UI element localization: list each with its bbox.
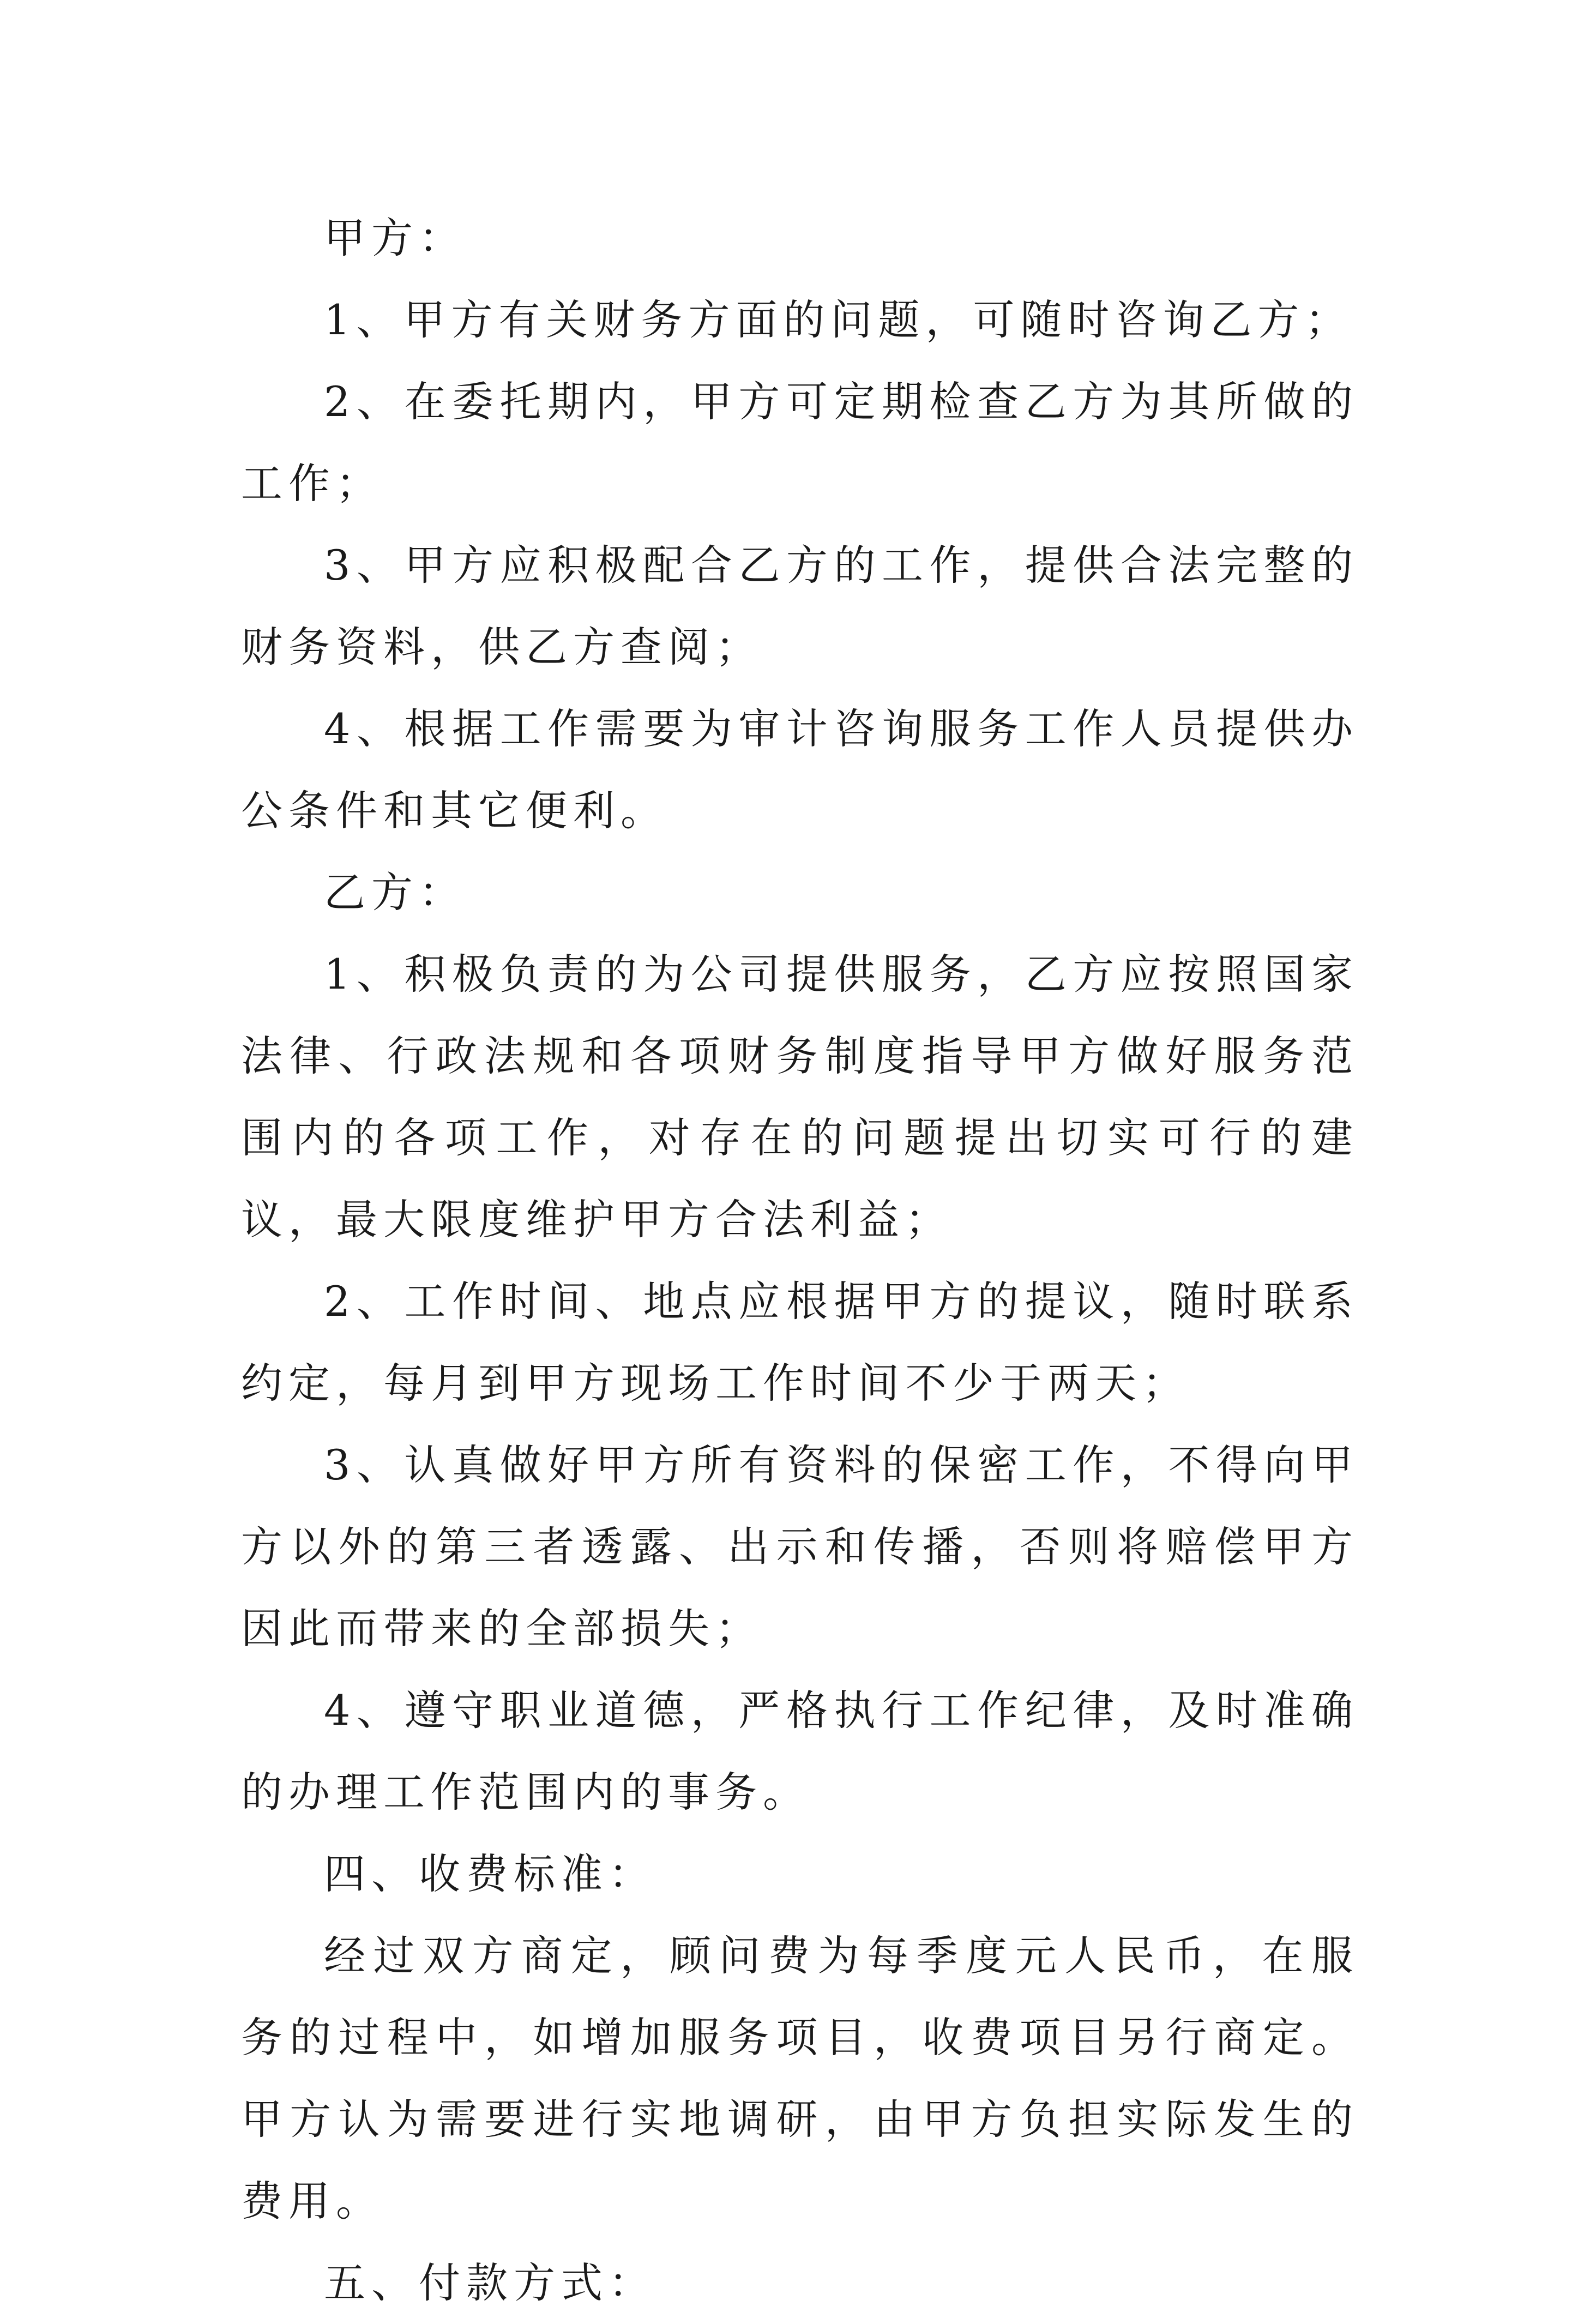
party-b-item-2: 2、工作时间、地点应根据甲方的提议，随时联系约定，每月到甲方现场工作时间不少于两天； — [241, 1277, 1359, 1407]
party-a-heading: 甲方： — [324, 214, 466, 262]
section-four-heading: 四、收费标准： — [324, 1850, 656, 1898]
party-b-item-1: 1、积极负责的为公司提供服务，乙方应按照国家法律、行政法规和各项财务制度指导甲方做好服务范围内的各项工作，对存在的问题提出切实可行的建议，最大限度维护甲方合法利益； — [241, 950, 1359, 1244]
party-b-item-3: 3、认真做好甲方所有资料的保密工作，不得向甲方以外的第三者透露、出示和传播，否则将赔偿甲方因此而带来的全部损失； — [241, 1441, 1359, 1653]
party-a-item-3: 3、甲方应积极配合乙方的工作，提供合法完整的财务资料，供乙方查阅； — [241, 541, 1359, 671]
party-a-item-4: 4、根据工作需要为审计咨询服务工作人员提供办公条件和其它便利。 — [241, 705, 1359, 835]
section-five-heading: 五、付款方式： — [324, 2259, 656, 2307]
contract-body — [241, 197, 1359, 2324]
party-a-item-2: 2、在委托期内，甲方可定期检查乙方为其所做的工作； — [241, 377, 1359, 508]
party-a-item-1: 1、甲方有关财务方面的问题，可随时咨询乙方； — [324, 296, 1353, 344]
party-b-item-4: 4、遵守职业道德，严格执行工作纪律，及时准确的办理工作范围内的事务。 — [241, 1686, 1359, 1816]
party-b-heading: 乙方： — [324, 868, 466, 917]
section-four-body: 经过双方商定，顾问费为每季度元人民币，在服务的过程中，如增加服务项目，收费项目另行商定。甲方认为需要进行实地调研，由甲方负担实际发生的费用。 — [241, 1931, 1359, 2225]
